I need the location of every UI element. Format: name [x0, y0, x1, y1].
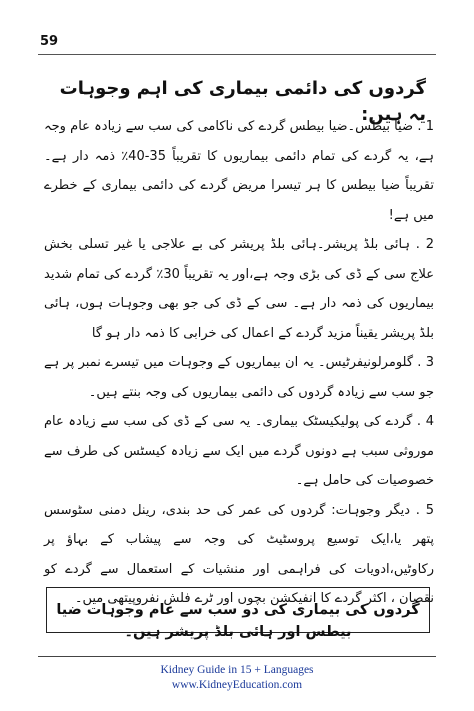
paragraph-diabetes: 1 . ضیا بیطس۔ضیا بیطس گردے کی ناکامی کی سب سے زیادہ عام وجہ ہے، یہ گردے کی تمام دائمی بیماریوں کا تقریباً 35-40٪ ذمہ دار ہے۔ تقریباً ضیا بیطس کا ہر تیسرا مریض گردے کی دائمی بیماری کے خطرے میں ہے!	[44, 119, 434, 223]
page-number: 59	[40, 34, 59, 49]
bottom-divider	[38, 656, 436, 657]
footer-title: Kidney Guide in 15 + Languages	[160, 664, 314, 676]
callout-text: گردوں کی بیماری کی دو سب سے عام وجوہات ضیا بیطس اور ہائی بلڈ پریشر ہیں۔	[56, 602, 420, 640]
paragraph-hypertension: 2 . ہائی بلڈ پریشر۔ہائی بلڈ پریشر کی بے علاجی یا غیر تسلی بخش علاج سی کے ڈی کی بڑی وجہ ہے،اور یہ تقریباً 30٪ گردے کی تمام شدید بیماریوں کی ذمہ دار ہے۔ سی کے ڈی کی جو بھی وجوہات ہوں، ہائی بلڈ پریشر یقیناً مزید گردے کے اعمال کی خرابی کا ذمہ دار ہو گا	[44, 237, 435, 341]
footer-website: www.KidneyEducation.com	[171, 679, 303, 691]
callout-box	[46, 587, 430, 640]
footer	[0, 663, 474, 693]
paragraph-glomerulonephritis: 3 . گلومرلونیفرٹیس۔ یہ ان بیماریوں کے وجوہات میں تیسرے نمبر پر ہے جو سب سے زیادہ گردوں کی دائمی بیماریوں کی وجہ بنتے ہیں۔	[44, 355, 434, 400]
paragraph-other-causes: 5 . دیگر وجوہات: گردوں کی عمر کی حد بندی، رینل دمنی سٹوسس پتھر یا،ایک توسیع پروسٹیٹ کی وجہ سے پیشاب کے بہاؤ پر رکاوٹیں،ادویات کی فراہمی اور منشیات کے استعمال سے گردے کو نقصان ، اکثر گردے کا انفیکشن بچوں اور ٹرے فلش نفروپیتھی میں۔	[44, 502, 434, 606]
body-text	[44, 112, 434, 614]
paragraph-polycystic: 4 . گردے کی پولیکیسٹک بیماری۔ یہ سی کے ڈی کی سب سے زیادہ عام موروثی سبب ہے دونوں گردے میں ایک سے زیادہ کیسٹس کی طرف سے خصوصیات کی حامل ہے۔	[44, 414, 434, 488]
top-divider	[38, 54, 436, 55]
section-heading: گردوں کی دائمی بیماری کی اہم وجوہات یہ ہیں:	[59, 78, 426, 125]
